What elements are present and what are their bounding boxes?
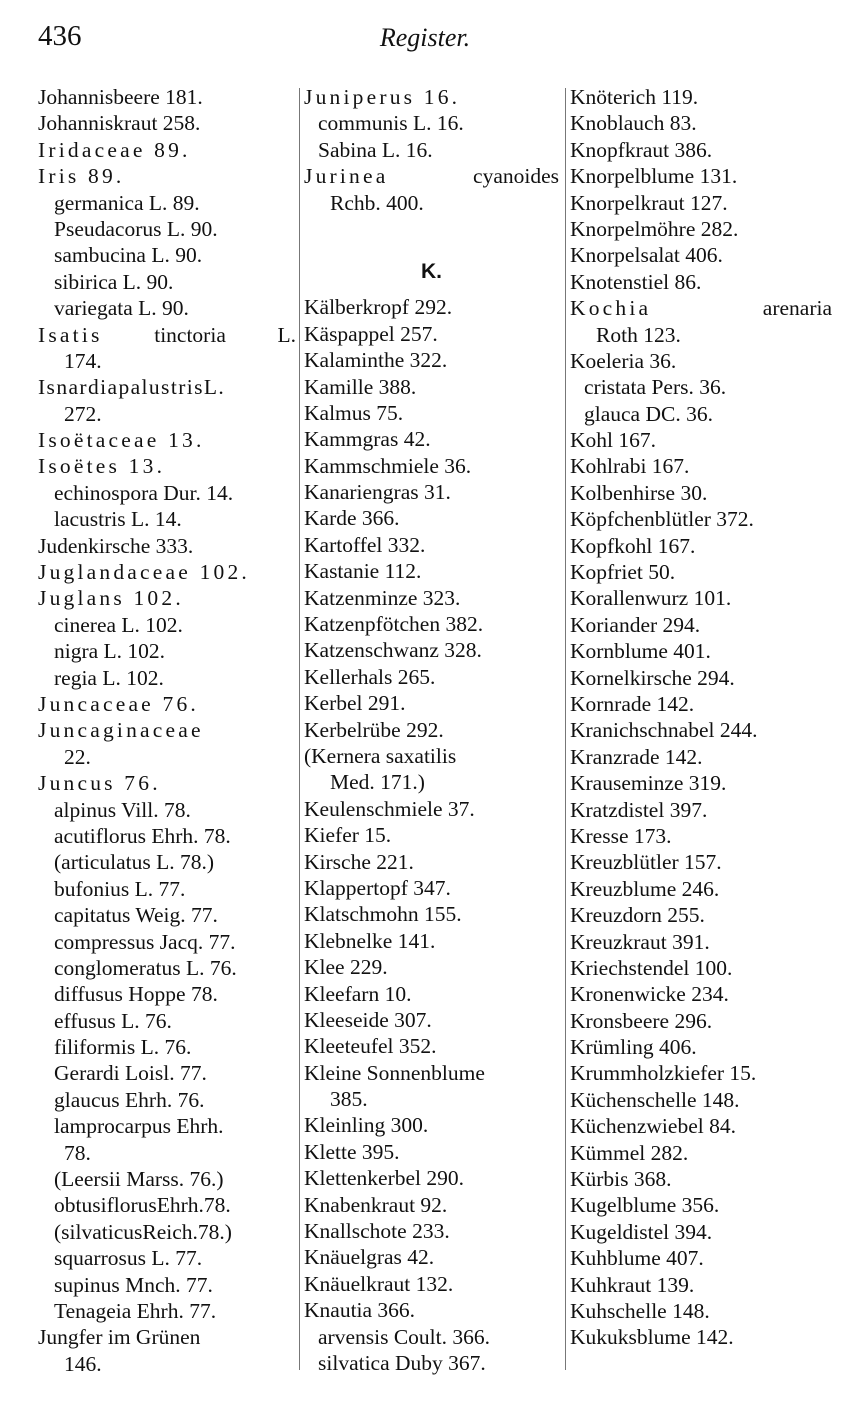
index-entry: Juglandaceae 102. <box>38 560 250 585</box>
index-entry: Juncaginaceae <box>38 718 204 743</box>
index-entry: Kolbenhirse 30. <box>570 480 708 505</box>
index-entry: Knäuelkraut 132. <box>304 1271 454 1296</box>
index-entry: Katzenpfötchen 382. <box>304 612 484 637</box>
entry-part: L. <box>277 322 296 347</box>
index-entry: Kerbelrübe 292. <box>304 717 444 742</box>
index-entry: communis L. 16. <box>318 111 464 136</box>
index-entry: Knorpelsalat 406. <box>570 243 723 268</box>
index-entry: Klebnelke 141. <box>304 928 436 953</box>
index-entry: Kleefarn 10. <box>304 981 412 1006</box>
index-entry: Sabina L. 16. <box>318 137 433 162</box>
index-entry: Kastanie 112. <box>304 559 422 584</box>
index-entry: (articulatus L. 78.) <box>54 850 215 875</box>
index-entry: Kratzdistel 397. <box>570 797 708 822</box>
index-entry: Kugelblume 356. <box>570 1193 720 1218</box>
index-entry: Kleeseide 307. <box>304 1007 432 1032</box>
index-entry: variegata L. 90. <box>54 296 189 321</box>
index-entry: Klettenkerbel 290. <box>304 1166 465 1191</box>
index-entry: Kuhkraut 139. <box>570 1272 695 1297</box>
index-entry: Kleinling 300. <box>304 1113 429 1138</box>
index-entry: Kellerhals 265. <box>304 664 436 689</box>
index-entry: Knabenkraut 92. <box>304 1192 448 1217</box>
index-entry: Kriechstendel 100. <box>570 955 733 980</box>
index-entry: Kreuzdorn 255. <box>570 903 705 928</box>
index-entry: Iridaceae 89. <box>38 137 191 162</box>
index-entry: (Kernera saxatilis <box>304 743 457 768</box>
index-entry: Katzenschwanz 328. <box>304 638 482 663</box>
index-entry: Kleine Sonnenblume <box>304 1060 485 1085</box>
index-entry: silvatica Duby 367. <box>318 1350 486 1375</box>
index-entry: cinerea L. 102. <box>54 612 183 637</box>
index-entry: Kopfkohl 167. <box>570 533 696 558</box>
index-entry: filiformis L. 76. <box>54 1035 192 1060</box>
index-entry: Med. 171.) <box>330 770 425 795</box>
index-entry: Pseudacorus L. 90. <box>54 216 218 241</box>
entry-part: arenaria <box>762 296 832 321</box>
index-entry: Kuhblume 407. <box>570 1246 704 1271</box>
page-number: 436 <box>38 20 82 52</box>
page-title: Register. <box>379 23 471 52</box>
index-entry: Roth 123. <box>596 322 681 347</box>
index-entry: Keulenschmiele 37. <box>304 796 475 821</box>
entry-part: tinctoria <box>154 322 226 347</box>
entry-part: Kochia <box>570 296 652 321</box>
index-entry: Karde 366. <box>304 506 400 531</box>
column-divider <box>565 88 566 1370</box>
index-entry: Knoblauch 83. <box>570 111 697 136</box>
index-entry: Iris 89. <box>38 164 125 189</box>
index-entry: Kugeldistel 394. <box>570 1219 713 1244</box>
index-entry: Kuhschelle 148. <box>570 1298 710 1323</box>
index-entry: Kirsche 221. <box>304 849 414 874</box>
index-entry: Knautia 366. <box>304 1298 416 1323</box>
index-entry: Koriander 294. <box>570 612 701 637</box>
index-entry: Kartoffel 332. <box>304 532 426 557</box>
index-entry <box>38 322 296 348</box>
index-entry: Isoëtes 13. <box>38 454 166 479</box>
index-entry: Isoëtaceae 13. <box>38 428 205 453</box>
index-column-1 <box>38 84 296 1377</box>
index-column-3 <box>570 84 832 1351</box>
index-entry <box>304 163 559 189</box>
index-entry: Kamille 388. <box>304 374 417 399</box>
index-entry: Katzenminze 323. <box>304 585 461 610</box>
section-heading: K. <box>421 260 442 284</box>
blank-line <box>304 216 559 242</box>
index-entry: Kälberkropf 292. <box>304 295 453 320</box>
index-entry: squarrosus L. 77. <box>54 1246 203 1271</box>
index-entry: lacustris L. 14. <box>54 507 182 532</box>
index-entry: Kornelkirsche 294. <box>570 665 735 690</box>
index-entry: 385. <box>330 1087 368 1112</box>
index-entry: Kammgras 42. <box>304 427 431 452</box>
index-entry: Küchenzwiebel 84. <box>570 1114 736 1139</box>
entry-part: cyanoides <box>473 164 559 189</box>
index-entry: sibirica L. 90. <box>54 269 174 294</box>
index-entry: capitatus Weig. 77. <box>54 903 218 928</box>
index-entry: alpinus Vill. 78. <box>54 797 191 822</box>
index-entry: Käspappel 257. <box>304 321 438 346</box>
index-entry: Kopfriet 50. <box>570 560 676 585</box>
index-entry: Knorpelblume 131. <box>570 164 738 189</box>
index-entry: Köpfchenblütler 372. <box>570 507 754 532</box>
index-entry: Johannisbeere 181. <box>38 85 203 109</box>
index-entry: Klatschmohn 155. <box>304 902 462 927</box>
index-entry: Krümling 406. <box>570 1035 697 1060</box>
index-entry: 174. <box>64 348 102 373</box>
index-entry: nigra L. 102. <box>54 639 166 664</box>
index-entry: Klette 395. <box>304 1139 400 1164</box>
index-entry: Kornrade 142. <box>570 691 695 716</box>
index-entry: Kürbis 368. <box>570 1167 672 1192</box>
index-entry: glaucus Ehrh. 76. <box>54 1087 205 1112</box>
index-entry: Juncaceae 76. <box>38 691 199 716</box>
index-entry: Kreuzblume 246. <box>570 876 720 901</box>
index-entry: Knöterich 119. <box>570 85 699 109</box>
index-entry: lamprocarpus Ehrh. <box>54 1114 224 1139</box>
index-entry: Kohl 167. <box>570 428 656 453</box>
index-entry: effusus L. 76. <box>54 1008 172 1033</box>
index-entry: Klappertopf 347. <box>304 875 451 900</box>
index-entry: 78. <box>64 1140 91 1165</box>
index-entry: Krummholzkiefer 15. <box>570 1061 757 1086</box>
index-entry: Kerbel 291. <box>304 691 406 716</box>
index-entry: 146. <box>64 1351 102 1376</box>
index-entry: Johanniskraut 258. <box>38 111 201 136</box>
index-entry: Kronenwicke 234. <box>570 982 729 1007</box>
entry-part: Isatis <box>38 322 103 347</box>
column-divider <box>299 88 300 1370</box>
index-entry: sambucina L. 90. <box>54 243 203 268</box>
index-entry: Kammschmiele 36. <box>304 453 472 478</box>
index-entry: bufonius L. 77. <box>54 876 186 901</box>
index-entry: Knallschote 233. <box>304 1219 450 1244</box>
index-entry: cristata Pers. 36. <box>584 375 727 400</box>
index-entry: regia L. 102. <box>54 665 164 690</box>
index-entry: Kresse 173. <box>570 823 672 848</box>
index-entry: Kronsbeere 296. <box>570 1008 713 1033</box>
index-entry: Knopfkraut 386. <box>570 137 713 162</box>
index-entry: IsnardiapalustrisL. <box>38 375 226 400</box>
index-entry: Korallenwurz 101. <box>570 586 732 611</box>
index-entry: Kukuksblume 142. <box>570 1325 734 1350</box>
index-entry: Kornblume 401. <box>570 639 711 664</box>
index-entry: conglomeratus L. 76. <box>54 955 237 980</box>
index-entry: Kümmel 282. <box>570 1140 689 1165</box>
index-entry: (silvaticusReich.78.) <box>54 1219 232 1244</box>
index-entry: Knäuelgras 42. <box>304 1245 435 1270</box>
index-entry: Knotenstiel 86. <box>570 269 702 294</box>
index-entry: Rchb. 400. <box>330 190 424 215</box>
index-entry: Kalmus 75. <box>304 400 404 425</box>
index-entry: Kleeteufel 352. <box>304 1034 437 1059</box>
index-entry: diffusus Hoppe 78. <box>54 982 218 1007</box>
index-entry: compressus Jacq. 77. <box>54 929 236 954</box>
index-entry: 272. <box>64 401 102 426</box>
index-entry: Kreuzkraut 391. <box>570 929 710 954</box>
index-entry: germanica L. 89. <box>54 190 200 215</box>
index-entry: Jungfer im Grünen <box>38 1325 201 1350</box>
index-column-2 <box>304 84 559 1376</box>
index-entry: Kiefer 15. <box>304 823 392 848</box>
index-entry: Kanariengras 31. <box>304 480 451 505</box>
index-entry: Knorpelmöhre 282. <box>570 216 739 241</box>
index-entry: Krauseminze 319. <box>570 771 727 796</box>
index-entry: Kranzrade 142. <box>570 744 703 769</box>
index-entry: Kohlrabi 167. <box>570 454 690 479</box>
index-entry: Klee 229. <box>304 955 388 980</box>
index-entry: (Leersii Marss. 76.) <box>54 1167 224 1192</box>
index-entry: glauca DC. 36. <box>584 401 713 426</box>
index-entry: Kranichschnabel 244. <box>570 718 758 743</box>
entry-part: Jurinea <box>304 164 389 189</box>
index-entry: Gerardi Loisl. 77. <box>54 1061 207 1086</box>
index-entry: 22. <box>64 744 91 769</box>
index-entry: Koeleria 36. <box>570 348 677 373</box>
index-entry: acutiflorus Ehrh. 78. <box>54 823 231 848</box>
index-entry: Juncus 76. <box>38 771 161 796</box>
index-entry: Judenkirsche 333. <box>38 533 194 558</box>
index-entry <box>570 295 832 321</box>
index-entry: Juniperus 16. <box>304 85 461 109</box>
index-entry: Kreuzblütler 157. <box>570 850 722 875</box>
index-entry: Knorpelkraut 127. <box>570 190 728 215</box>
index-entry: obtusiflorusEhrh.78. <box>54 1193 231 1218</box>
index-entry: supinus Mnch. 77. <box>54 1272 213 1297</box>
index-entry: Kalaminthe 322. <box>304 348 448 373</box>
index-entry: Küchenschelle 148. <box>570 1087 740 1112</box>
index-entry: Juglans 102. <box>38 586 184 611</box>
index-entry: arvensis Coult. 366. <box>318 1324 490 1349</box>
index-entry: echinospora Dur. 14. <box>54 480 234 505</box>
index-entry: Tenageia Ehrh. 77. <box>54 1298 217 1323</box>
